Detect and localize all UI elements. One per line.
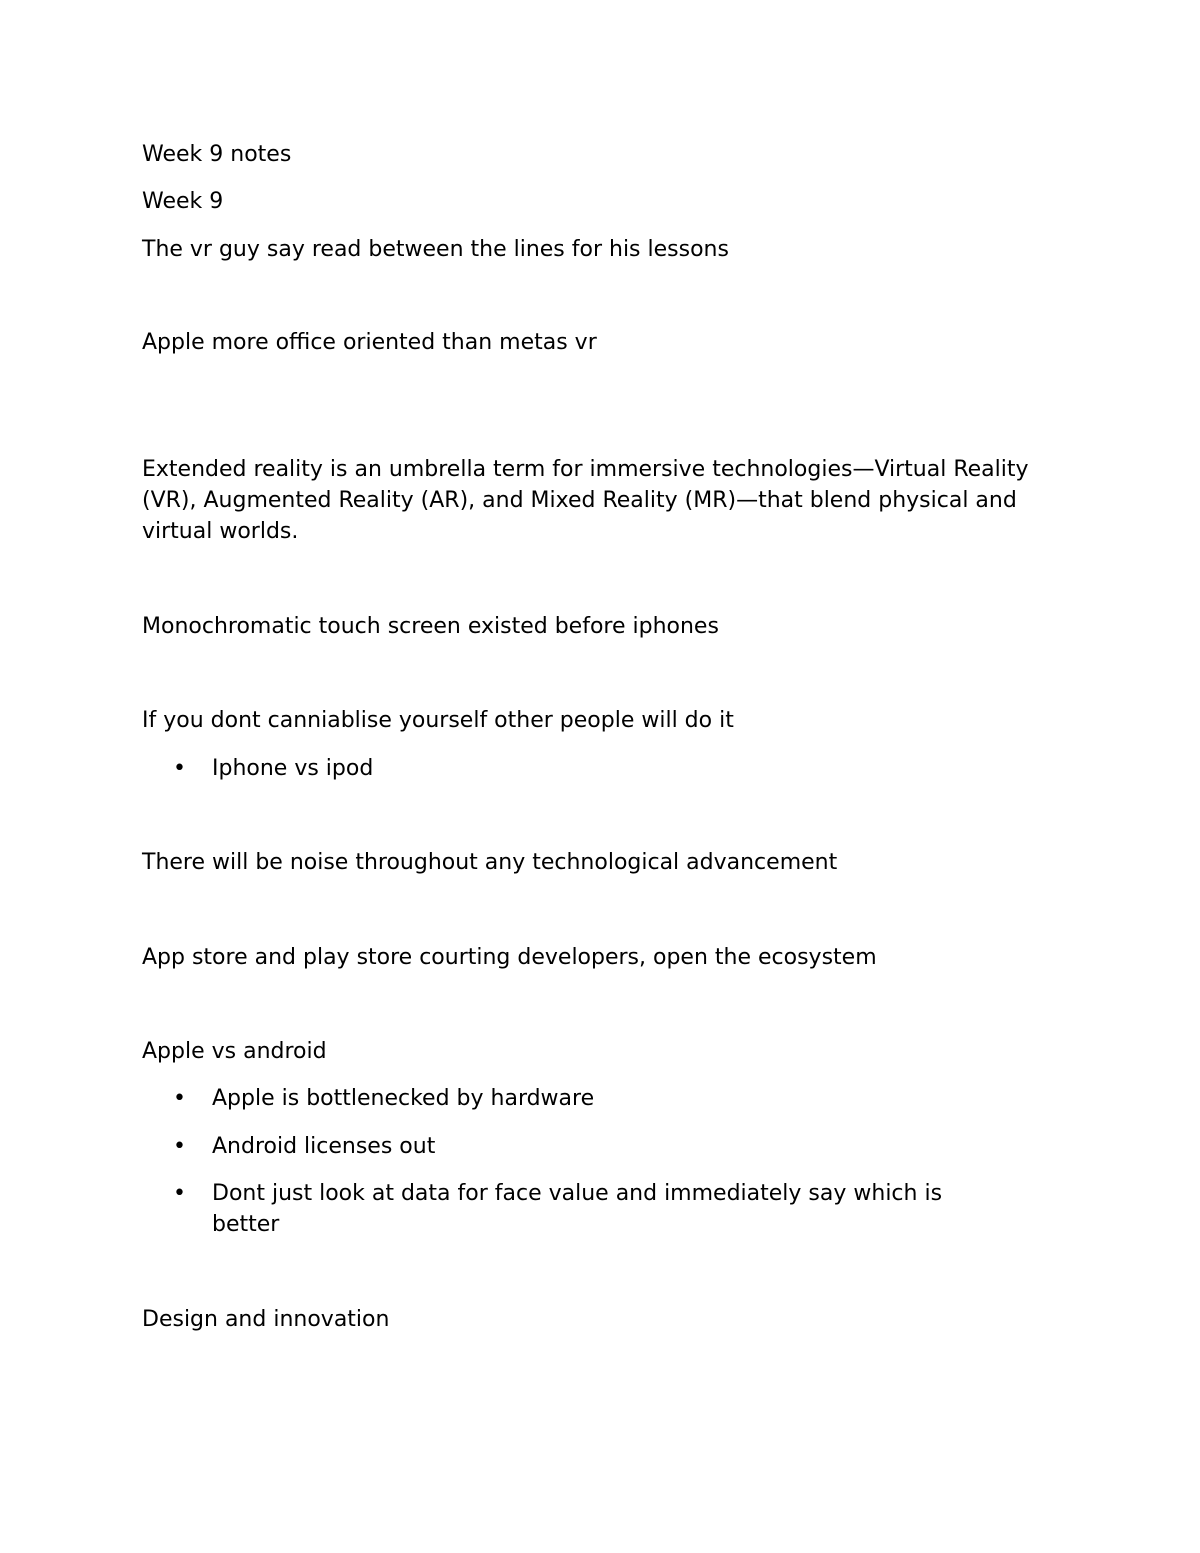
document-title: Week 9 notes — [142, 142, 292, 167]
note-apple-office: Apple more office oriented than metas vr — [142, 330, 597, 355]
bullet-icon: • — [173, 1086, 186, 1111]
bullet-icon: • — [173, 756, 186, 781]
list-item-text: Android licenses out — [212, 1134, 436, 1159]
note-noise: There will be noise throughout any technological advancement — [142, 850, 838, 875]
list-item — [142, 1178, 1042, 1240]
note-vr-guy: The vr guy say read between the lines for his lessons — [142, 237, 729, 262]
list-item — [142, 1131, 1042, 1162]
week-heading: Week 9 — [142, 189, 224, 214]
note-app-store: App store and play store courting developers, open the ecosystem — [142, 945, 877, 970]
note-cannibalise: If you dont canniablise yourself other people will do it — [142, 708, 734, 733]
list-item — [142, 1083, 1042, 1114]
list-item — [142, 753, 1042, 784]
note-apple-vs-android: Apple vs android — [142, 1039, 327, 1064]
note-monochromatic: Monochromatic touch screen existed before iphones — [142, 614, 719, 639]
list-item-text: Apple is bottlenecked by hardware — [212, 1086, 595, 1111]
bullet-icon: • — [173, 1134, 186, 1159]
note-extended-reality: Extended reality is an umbrella term for immersive technologies—Virtual Reality (VR), Augmented Reality (AR), and Mixed Reality (MR)—that blend physical and virtual worlds. — [142, 457, 1029, 544]
bullet-icon: • — [173, 1181, 186, 1206]
note-design-innovation: Design and innovation — [142, 1307, 390, 1332]
list-item-text: Dont just look at data for face value and immediately say which is better — [212, 1181, 943, 1237]
list-item-text: Iphone vs ipod — [212, 756, 374, 781]
